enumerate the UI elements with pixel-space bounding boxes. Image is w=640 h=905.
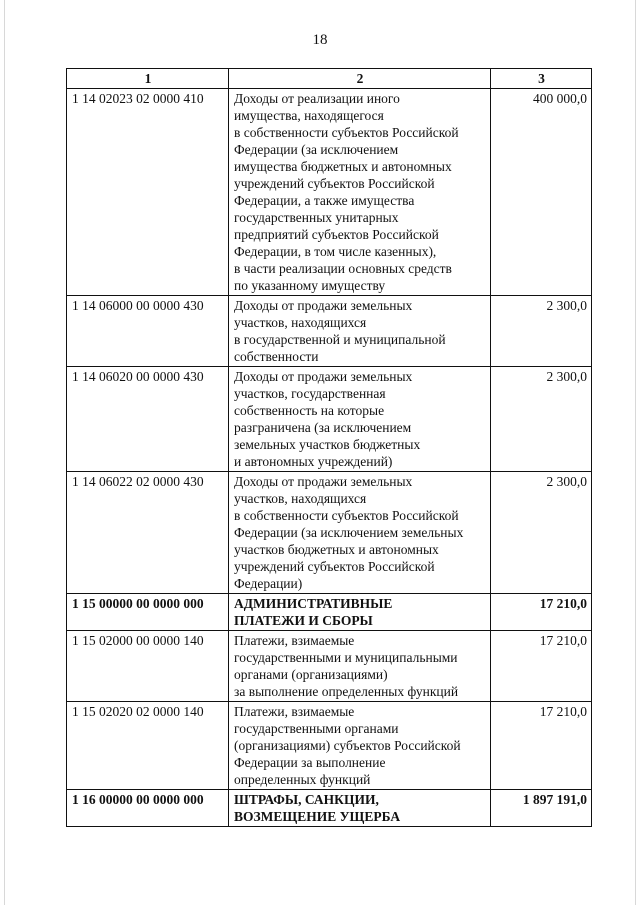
- description-line: Доходы от продажи земельных: [234, 369, 413, 384]
- table-row: [67, 472, 592, 594]
- description-line: разграничена (за исключением: [234, 420, 412, 435]
- description-line: ПЛАТЕЖИ И СБОРЫ: [234, 613, 373, 628]
- description-line: органами (организациями): [234, 667, 388, 682]
- amount-cell: 17 210,0: [491, 631, 592, 702]
- description-cell: [229, 790, 491, 827]
- description-line: участков, находящихся: [234, 491, 367, 506]
- page-number: 18: [312, 32, 328, 48]
- description-line: учреждений субъектов Российской: [234, 176, 435, 191]
- amount-cell: 2 300,0: [491, 472, 592, 594]
- classification-code-cell: 1 15 00000 00 0000 000: [67, 594, 229, 631]
- description-cell: [229, 594, 491, 631]
- description-line: и автономных учреждений): [234, 454, 393, 469]
- description-line: государственных унитарных: [234, 210, 399, 225]
- description-line: ВОЗМЕЩЕНИЕ УЩЕРБА: [234, 809, 401, 824]
- table-row: [67, 594, 592, 631]
- description-line: в части реализации основных средств: [234, 261, 452, 276]
- description-line: участков бюджетных и автономных: [234, 542, 439, 557]
- description-line: Доходы от продажи земельных: [234, 474, 413, 489]
- description-line: Доходы от продажи земельных: [234, 298, 413, 313]
- description-line: Платежи, взимаемые: [234, 704, 355, 719]
- description-line: в собственности субъектов Российской: [234, 125, 459, 140]
- table-row: [67, 89, 592, 296]
- table-body: [67, 69, 592, 827]
- table-row: [67, 790, 592, 827]
- classification-code-cell: 1 14 02023 02 0000 410: [67, 89, 229, 296]
- description-line: (организациями) субъектов Российской: [234, 738, 461, 753]
- classification-code-cell: 1 14 06022 02 0000 430: [67, 472, 229, 594]
- amount-cell: 2 300,0: [491, 367, 592, 472]
- classification-code-cell: 1 14 06000 00 0000 430: [67, 296, 229, 367]
- table-row: [67, 367, 592, 472]
- header-cell-description: 2: [229, 69, 491, 89]
- amount-cell: 17 210,0: [491, 702, 592, 790]
- header-cell-amount: 3: [491, 69, 592, 89]
- description-line: земельных участков бюджетных: [234, 437, 421, 452]
- table-header-row: [67, 69, 592, 89]
- scan-edge-left: [4, 0, 5, 905]
- description-line: Платежи, взимаемые: [234, 633, 355, 648]
- description-line: имущества бюджетных и автономных: [234, 159, 452, 174]
- amount-cell: 2 300,0: [491, 296, 592, 367]
- description-line: участков, находящихся: [234, 315, 367, 330]
- description-line: собственность на которые: [234, 403, 385, 418]
- description-line: собственности: [234, 349, 319, 364]
- description-cell: [229, 472, 491, 594]
- classification-code-cell: 1 15 02020 02 0000 140: [67, 702, 229, 790]
- table-row: [67, 296, 592, 367]
- description-line: по указанному имуществу: [234, 278, 386, 293]
- table-row: [67, 702, 592, 790]
- description-line: Федерации за выполнение: [234, 755, 386, 770]
- amount-cell: 1 897 191,0: [491, 790, 592, 827]
- description-line: Доходы от реализации иного: [234, 91, 400, 106]
- description-line: АДМИНИСТРАТИВНЫЕ: [234, 596, 393, 611]
- table-row: [67, 631, 592, 702]
- description-line: государственными и муниципальными: [234, 650, 458, 665]
- description-line: в государственной и муниципальной: [234, 332, 446, 347]
- description-line: имущества, находящегося: [234, 108, 384, 123]
- description-line: ШТРАФЫ, САНКЦИИ,: [234, 792, 379, 807]
- description-cell: [229, 89, 491, 296]
- description-line: Федерации, а также имущества: [234, 193, 415, 208]
- description-line: в собственности субъектов Российской: [234, 508, 459, 523]
- scan-edge-right: [635, 0, 636, 905]
- description-line: учреждений субъектов Российской: [234, 559, 435, 574]
- description-line: предприятий субъектов Российской: [234, 227, 439, 242]
- description-cell: [229, 631, 491, 702]
- amount-cell: 17 210,0: [491, 594, 592, 631]
- description-line: Федерации, в том числе казенных),: [234, 244, 437, 259]
- description-cell: [229, 702, 491, 790]
- description-cell: [229, 367, 491, 472]
- budget-classification-table: [66, 68, 592, 827]
- classification-code-cell: 1 16 00000 00 0000 000: [67, 790, 229, 827]
- header-cell-code: 1: [67, 69, 229, 89]
- amount-cell: 400 000,0: [491, 89, 592, 296]
- description-line: участков, государственная: [234, 386, 386, 401]
- description-line: Федерации (за исключением земельных: [234, 525, 464, 540]
- description-line: Федерации (за исключением: [234, 142, 399, 157]
- description-line: определенных функций: [234, 772, 371, 787]
- description-line: государственными органами: [234, 721, 399, 736]
- classification-code-cell: 1 14 06020 00 0000 430: [67, 367, 229, 472]
- description-cell: [229, 296, 491, 367]
- classification-code-cell: 1 15 02000 00 0000 140: [67, 631, 229, 702]
- description-line: за выполнение определенных функций: [234, 684, 459, 699]
- description-line: Федерации): [234, 576, 303, 591]
